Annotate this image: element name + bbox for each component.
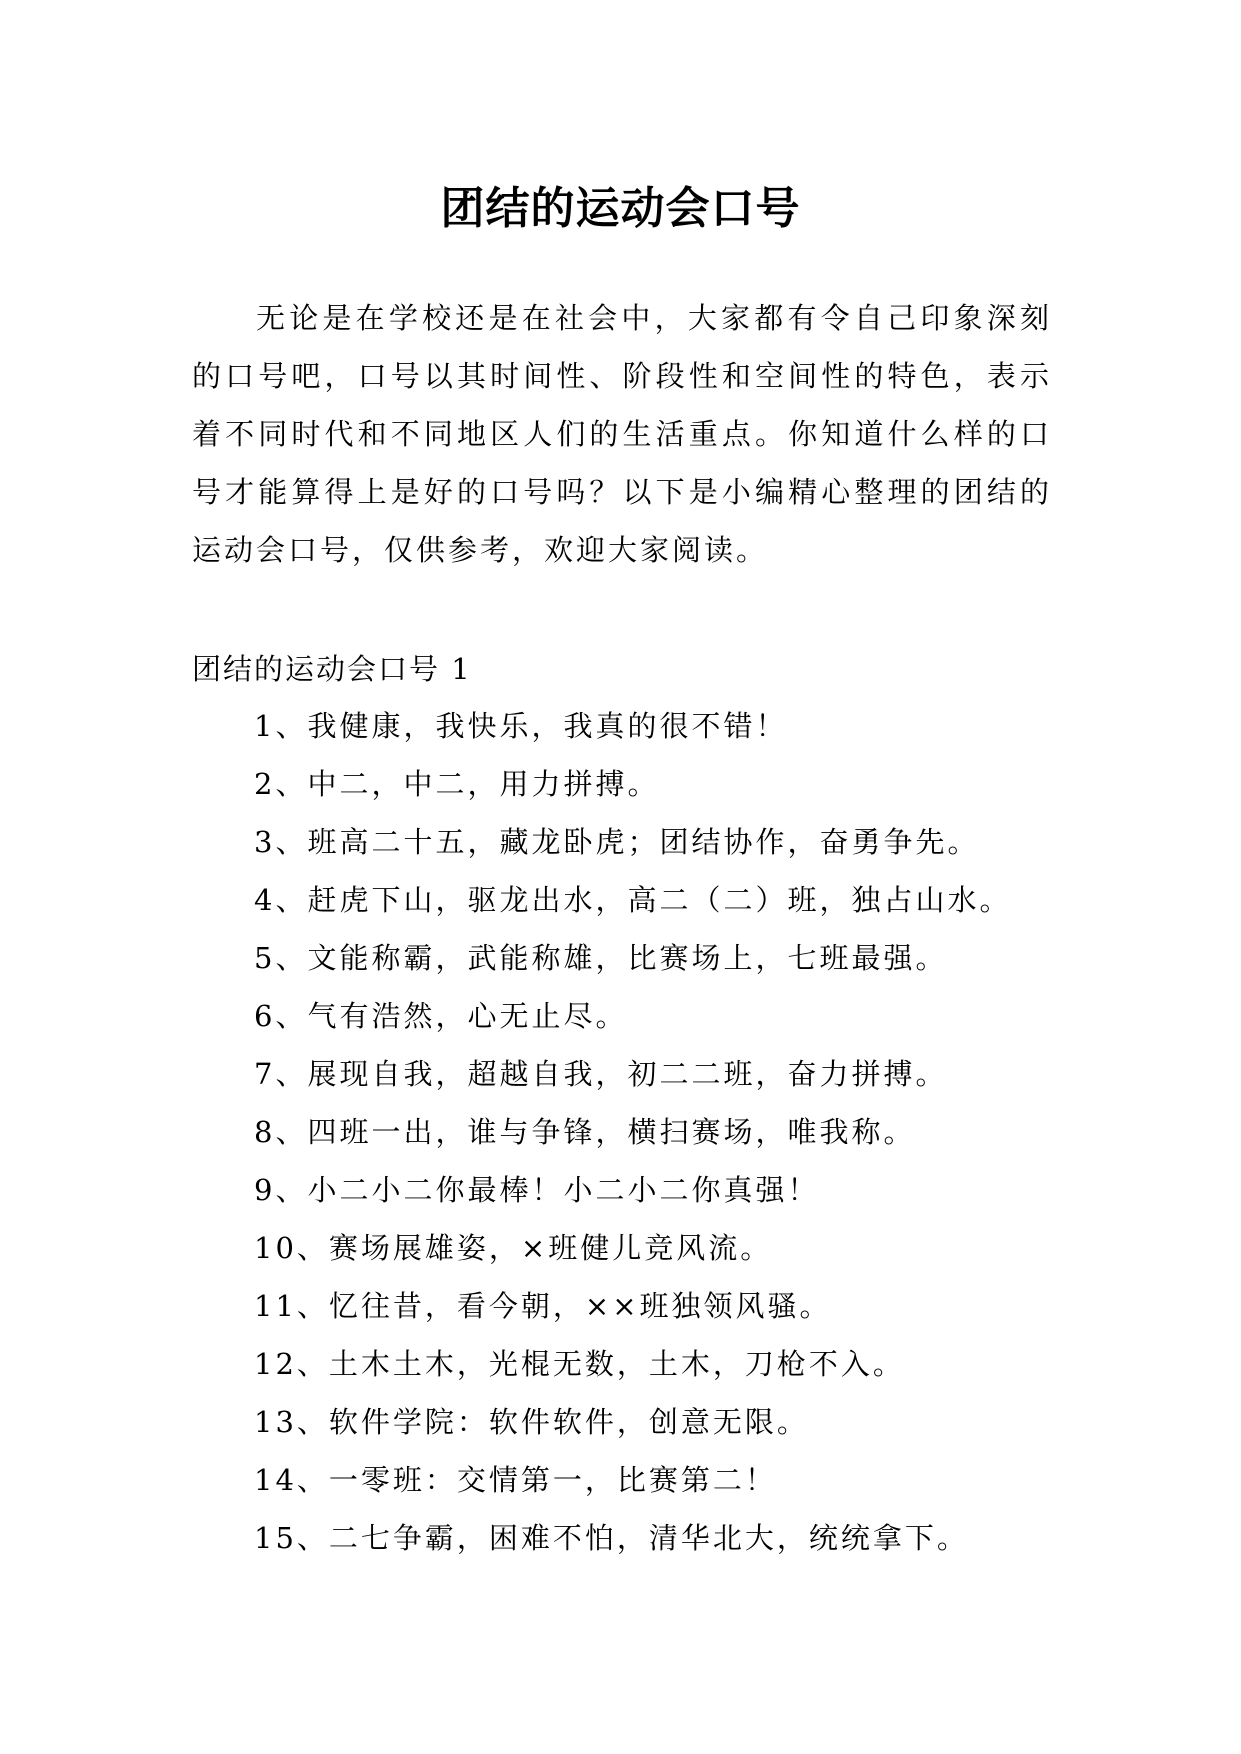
slogan-item: 12、土木土木，光棍无数，土木，刀枪不入。 — [254, 1347, 905, 1381]
slogan-item: 9、小二小二你最棒！小二小二你真强！ — [254, 1173, 820, 1207]
slogan-item: 15、二七争霸，困难不怕，清华北大，统统拿下。 — [254, 1521, 969, 1555]
slogan-item: 1、我健康，我快乐，我真的很不错！ — [254, 709, 788, 743]
slogan-item: 2、中二，中二，用力拼搏。 — [254, 767, 660, 801]
slogan-item: 13、软件学院：软件软件，创意无限。 — [254, 1405, 809, 1439]
slogan-item: 14、一零班：交情第一，比赛第二！ — [254, 1463, 777, 1497]
slogan-item: 4、赶虎下山，驱龙出水，高二（二）班，独占山水。 — [254, 883, 1012, 917]
slogan-item: 7、展现自我，超越自我，初二二班，奋力拼搏。 — [254, 1057, 948, 1091]
slogan-item: 8、四班一出，谁与争锋，横扫赛场，唯我称。 — [254, 1115, 916, 1149]
slogan-item: 10、赛场展雄姿，×班健儿竞风流。 — [254, 1231, 773, 1265]
slogan-item: 5、文能称霸，武能称雄，比赛场上，七班最强。 — [254, 941, 948, 975]
slogan-list — [254, 697, 1054, 1567]
intro-paragraph: 无论是在学校还是在社会中，大家都有令自己印象深刻的口号吧，口号以其时间性、阶段性和空间性的特色，表示着不同时代和不同地区人们的生活重点。你知道什么样的口号才能算得上是好的口号吗？以下是小编精心整理的团结的运动会口号，仅供参考，欢迎大家阅读。 — [192, 301, 1052, 567]
document-title: 团结的运动会口号 — [440, 183, 801, 235]
slogan-item: 6、气有浩然，心无止尽。 — [254, 999, 628, 1033]
slogan-item: 3、班高二十五，藏龙卧虎；团结协作，奋勇争先。 — [254, 825, 980, 859]
slogan-item: 11、忆往昔，看今朝，××班独领风骚。 — [254, 1289, 832, 1323]
section-heading: 团结的运动会口号 1 — [192, 652, 472, 686]
